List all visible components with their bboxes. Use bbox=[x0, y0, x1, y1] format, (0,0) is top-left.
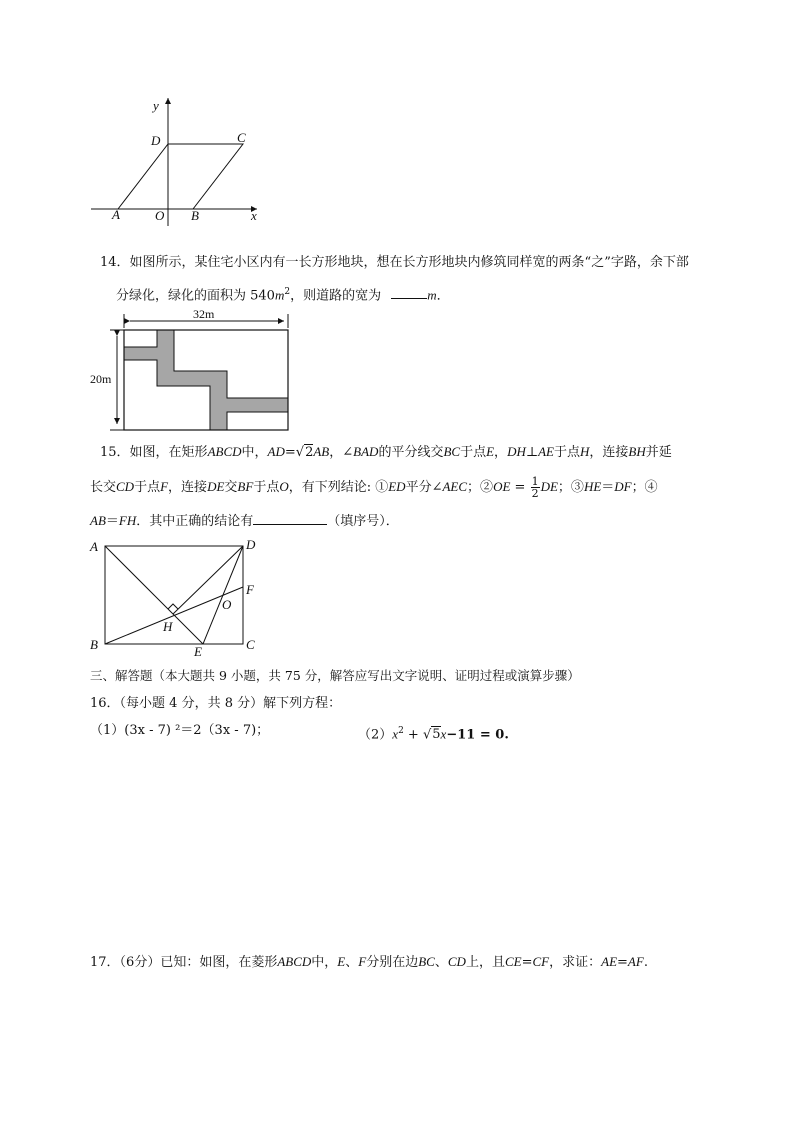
q17-cf: CF bbox=[532, 954, 550, 969]
q17-ce: CE bbox=[504, 954, 522, 969]
label-a: A bbox=[112, 207, 120, 222]
q15-comma: ， bbox=[494, 445, 508, 460]
segment-dh bbox=[173, 546, 243, 614]
label-h: H bbox=[163, 619, 173, 634]
q15-bad: BAD bbox=[353, 444, 379, 459]
q17-eq2: = bbox=[617, 955, 628, 970]
q15-t15: 平分∠ bbox=[405, 480, 443, 495]
q15-o: O bbox=[279, 479, 289, 494]
q15-line1 bbox=[100, 442, 672, 463]
q15-ab: AB bbox=[313, 444, 330, 459]
q15-bh: BH bbox=[628, 444, 646, 459]
q14-text-2a: 分绿化，绿化的面积为 540 bbox=[116, 288, 275, 304]
label-b: B bbox=[191, 208, 199, 223]
fig14-road-figure bbox=[88, 306, 293, 434]
label-a: A bbox=[90, 539, 98, 554]
q17-f: F bbox=[358, 954, 367, 969]
q15-fraction bbox=[531, 476, 540, 499]
q15-t18: ；④ bbox=[631, 480, 658, 495]
section-3-heading: 三、解答题（本大题共 9 小题，共 75 分，解答应写出文字说明、证明过程或演算步骤） bbox=[90, 668, 580, 683]
width-label: 32m bbox=[193, 307, 215, 321]
q17-t2: 中， bbox=[311, 955, 338, 970]
label-c: C bbox=[246, 637, 255, 652]
q16-p2-sqrt: 5 bbox=[432, 727, 441, 743]
q17-t7: . bbox=[643, 955, 648, 970]
q17-t5: 上，且 bbox=[465, 955, 505, 970]
label-o: O bbox=[222, 597, 232, 612]
q17-sep: 、 bbox=[345, 955, 359, 970]
q15-sqrt-sign: √ bbox=[295, 445, 305, 460]
q16-p2-plus: + bbox=[403, 727, 423, 743]
q17-line bbox=[90, 952, 648, 973]
fig13-coordinate-figure bbox=[85, 92, 275, 232]
label-d: D bbox=[151, 133, 161, 148]
q17-e: E bbox=[337, 954, 346, 969]
q15-e: E bbox=[486, 444, 495, 459]
q15-t13: 于点 bbox=[253, 480, 280, 495]
q17-abcd: ABCD bbox=[277, 954, 312, 969]
fig15-rectangle-figure bbox=[86, 536, 266, 662]
q15-t20: （填序号）． bbox=[327, 514, 399, 529]
q15-t14: ，有下列结论: ① bbox=[288, 480, 389, 495]
q17-af: AF bbox=[627, 954, 644, 969]
q15-cd: CD bbox=[116, 479, 135, 494]
q17-bc: BC bbox=[418, 954, 435, 969]
q15-t1: 如图，在矩形 bbox=[129, 445, 208, 460]
q15-ed: ED bbox=[388, 479, 406, 494]
q15-bc: BC bbox=[443, 444, 461, 459]
q15-frac-num: 1 bbox=[531, 475, 539, 488]
right-angle-mark bbox=[168, 604, 178, 609]
q15-eq4: ＝ bbox=[105, 514, 119, 529]
q16-part2 bbox=[358, 721, 509, 745]
q15-frac-den: 2 bbox=[531, 487, 539, 500]
q14-unit: m bbox=[274, 287, 285, 303]
q16-p2-x: x bbox=[392, 726, 399, 742]
parallelogram-abcd bbox=[118, 144, 243, 209]
q15-ad: AD bbox=[267, 444, 285, 459]
q15-dh: DH bbox=[507, 444, 526, 459]
rect-abcd bbox=[105, 546, 243, 644]
label-e: E bbox=[194, 644, 202, 659]
q15-t11: ，连接 bbox=[168, 480, 208, 495]
q14-text-2b: ，则道路的宽为 bbox=[290, 288, 382, 304]
label-o: O bbox=[155, 208, 165, 223]
q15-line2 bbox=[90, 476, 658, 499]
segment-ae bbox=[105, 546, 203, 644]
q15-de: DE bbox=[207, 479, 225, 494]
q14-end-unit: m bbox=[427, 287, 437, 303]
q15-aec: AEC bbox=[442, 479, 468, 494]
q15-fh: FH bbox=[118, 513, 137, 528]
label-c: C bbox=[237, 130, 246, 145]
label-x: x bbox=[251, 208, 257, 223]
q15-t12: 交 bbox=[224, 480, 238, 495]
q15-bf: BF bbox=[237, 479, 254, 494]
q15-h: H bbox=[579, 444, 590, 459]
q14-line1 bbox=[100, 253, 689, 273]
q15-ab2: AB bbox=[90, 513, 106, 528]
q16-p2-rest: −11 = 0 bbox=[446, 727, 505, 743]
q16-p2-period: . bbox=[504, 727, 509, 743]
q17-t6: ，求证： bbox=[549, 955, 602, 970]
q15-abcd: ABCD bbox=[207, 444, 242, 459]
label-b: B bbox=[90, 637, 98, 652]
q15-t7: ，连接 bbox=[589, 445, 629, 460]
q15-sqrt-2: 2 bbox=[305, 445, 314, 460]
q16-p2-x2: x bbox=[440, 726, 447, 742]
q16-sqrt-sign: √ bbox=[422, 727, 432, 743]
q14-sup: 2 bbox=[284, 287, 291, 297]
q17-t1: 17．（6分）已知：如图，在菱形 bbox=[90, 955, 278, 970]
q16-heading: 16．（每小题 4 分，共 8 分）解下列方程： bbox=[90, 696, 342, 711]
q14-number: 14． bbox=[100, 255, 130, 270]
q14-line2 bbox=[116, 282, 450, 306]
label-d: D bbox=[246, 537, 256, 552]
q14-text-1: 如图所示，某住宅小区内有一长方形地块，想在长方形地块内修筑同样宽的两条“之”字路，余下部 bbox=[129, 255, 689, 270]
segment-bf bbox=[105, 587, 243, 644]
q17-ae: AE bbox=[601, 954, 618, 969]
q15-number: 15． bbox=[100, 445, 130, 460]
q15-t2: 中， bbox=[241, 445, 268, 460]
q15-t6: 于点 bbox=[553, 445, 580, 460]
q15-f: F bbox=[160, 479, 169, 494]
q15-eq2: = bbox=[510, 480, 530, 495]
q15-t8: 并延 bbox=[645, 445, 672, 460]
q17-eq: = bbox=[521, 955, 533, 970]
q15-answer-blank[interactable] bbox=[253, 510, 327, 525]
q15-line3 bbox=[90, 510, 399, 532]
q15-df: DF bbox=[614, 479, 632, 494]
q15-eq3: ＝ bbox=[601, 480, 615, 495]
q15-oe: OE bbox=[493, 479, 511, 494]
q15-ae: AE bbox=[538, 444, 554, 459]
q15-de2: DE bbox=[540, 479, 558, 494]
label-y: y bbox=[153, 98, 159, 113]
q15-t19: ．其中正确的结论有 bbox=[136, 514, 254, 529]
q14-answer-blank[interactable] bbox=[391, 284, 427, 299]
q16-p2-prefix: （2） bbox=[358, 727, 393, 743]
q17-cd: CD bbox=[447, 954, 466, 969]
q16-p2-sup: 2 bbox=[398, 726, 404, 736]
q15-t9: 长交 bbox=[90, 480, 117, 495]
q16-part1: （1）(3x - 7) ²＝2（3x - 7)； bbox=[90, 723, 270, 738]
height-label: 20m bbox=[90, 372, 112, 386]
q15-he: HE bbox=[583, 479, 602, 494]
q15-perp: ⊥ bbox=[525, 445, 539, 460]
q15-t17: ；③ bbox=[557, 480, 584, 495]
q15-t10: 于点 bbox=[134, 480, 161, 495]
q17-t3: 分别在边 bbox=[366, 955, 419, 970]
zigzag-road bbox=[124, 330, 288, 430]
q14-period: ． bbox=[436, 288, 450, 304]
q17-t4: 、 bbox=[434, 955, 448, 970]
q15-t16: ；② bbox=[467, 480, 494, 495]
q15-t3: ，∠ bbox=[329, 445, 354, 460]
label-f: F bbox=[246, 582, 254, 597]
q15-eq: = bbox=[284, 445, 296, 460]
q15-t5: 于点 bbox=[460, 445, 487, 460]
q15-t4: 的平分线交 bbox=[378, 445, 444, 460]
